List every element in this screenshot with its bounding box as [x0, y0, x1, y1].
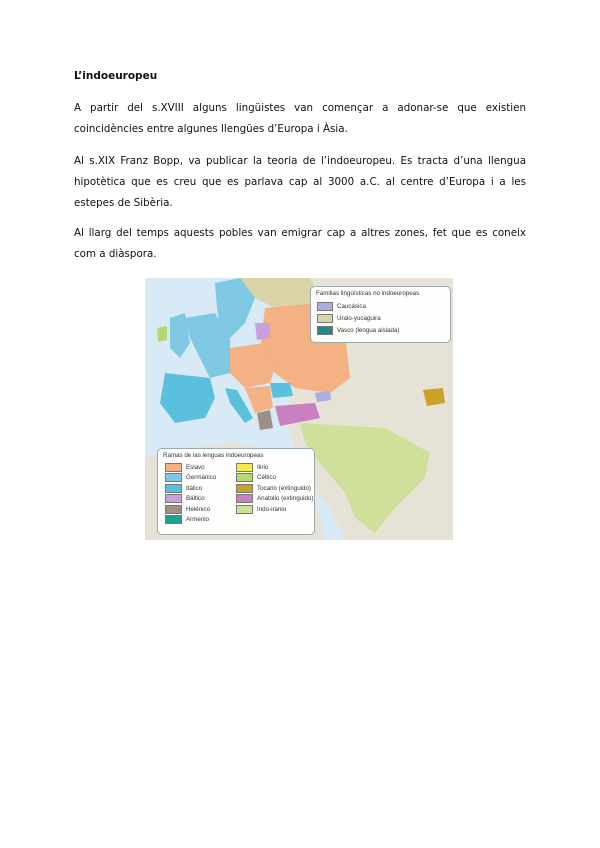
legend-label: Báltico — [186, 495, 205, 502]
legend-swatch — [165, 463, 182, 472]
families-legend — [310, 286, 451, 343]
legend-swatch — [165, 484, 182, 493]
branch-legend-item — [165, 515, 216, 525]
legend-swatch — [236, 463, 253, 472]
legend-label: Tocario (extinguido) — [257, 484, 311, 492]
branch-legend-item — [165, 483, 216, 493]
indo-european-map — [145, 278, 453, 540]
legend-swatch — [165, 494, 182, 503]
region-baltic — [255, 323, 270, 340]
region-romania — [270, 383, 293, 398]
branch-legend-item — [165, 473, 216, 483]
legend-label: Helénico — [186, 505, 211, 513]
legend-swatch — [165, 505, 182, 514]
families-legend-item — [317, 302, 366, 311]
families-legend-item — [317, 314, 381, 323]
branch-legend-item — [236, 504, 313, 514]
legend-swatch — [165, 473, 182, 482]
paragraph-1: A partir del s.XVIII alguns lingüistes van començar a adonar-se que existien coincidències entre algunes llengües d’Europa i Àsia. — [74, 102, 526, 135]
legend-label: Anatolio (extinguido) — [257, 495, 314, 502]
legend-label: Ilirio — [257, 463, 269, 471]
branch-legend-item — [236, 483, 313, 493]
legend-swatch — [165, 515, 182, 524]
branch-legend-item — [165, 504, 216, 514]
document-title: L’indoeuropeu — [74, 70, 158, 82]
legend-label: Caucásica — [337, 303, 366, 310]
branch-legend-item — [236, 494, 313, 504]
branch-legend-item — [165, 494, 216, 504]
branch-legend-item — [236, 473, 313, 483]
legend-label: Céltico — [257, 474, 276, 481]
branch-legend-item — [236, 462, 313, 472]
legend-label: Eslavo — [186, 463, 205, 471]
branches-legend-column-2 — [236, 462, 313, 515]
legend-label: Armenio — [186, 516, 210, 523]
branches-legend-column-1 — [165, 462, 216, 525]
branches-legend-title: Ramas de las lenguas indoeuropeas — [163, 452, 264, 459]
legend-label: Uralo-yucaguira — [337, 315, 381, 322]
branches-legend — [157, 448, 315, 535]
legend-swatch — [236, 473, 253, 482]
legend-label: Indo-iranio — [257, 505, 287, 513]
paragraph-2: Al s.XIX Franz Bopp, va publicar la teoria de l’indoeuropeu. Es tracta d’una llengua hipotètica que es creu que es parlava cap al 3000 a.C. al centre d’Europa i a les estepes de Sibèria. — [74, 155, 526, 209]
legend-label: Itálico — [186, 484, 203, 492]
legend-label: Germánico — [186, 474, 217, 481]
families-legend-item — [317, 326, 399, 335]
legend-swatch — [236, 484, 253, 493]
region-ireland — [157, 326, 167, 342]
legend-label: Vasco (lengua aislada) — [337, 327, 400, 334]
legend-swatch — [317, 326, 333, 335]
legend-swatch — [236, 505, 253, 514]
families-legend-title: Familias lingüísticas no indoeuropeas — [316, 290, 420, 297]
legend-swatch — [317, 314, 333, 323]
branch-legend-item — [165, 462, 216, 472]
paragraph-3: Al llarg del temps aquests pobles van emigrar cap a altres zones, fet que es coneix com a diàspora. — [74, 227, 526, 260]
legend-swatch — [236, 494, 253, 503]
legend-swatch — [317, 302, 333, 311]
